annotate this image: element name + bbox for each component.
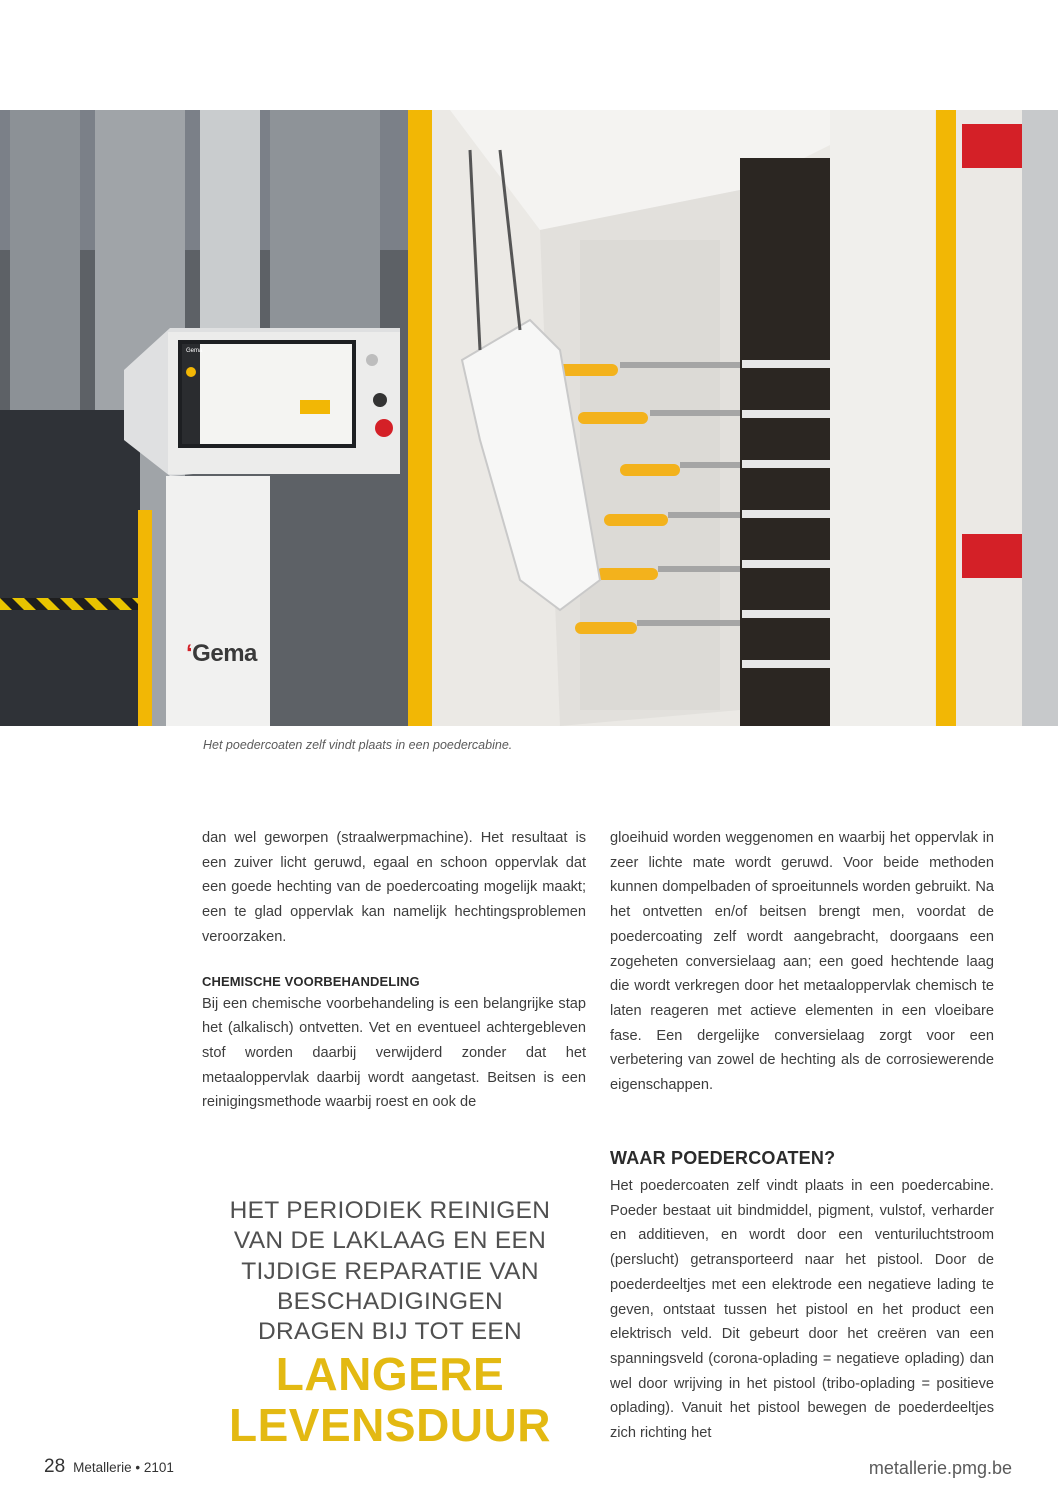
console-screen	[182, 344, 352, 444]
quote-line-2: VAN DE LAKLAAG EN EEN	[233, 1227, 547, 1255]
quote-line-1: HET PERIODIEK REINIGEN	[229, 1197, 551, 1224]
right-column	[610, 826, 994, 1098]
section-heading-waar: WAAR POEDERCOATEN?	[610, 1148, 836, 1168]
red-unit-bottom	[962, 534, 1022, 578]
quote-highlight-2: LEVENSDUUR	[229, 1399, 551, 1452]
screen-brand: Gema	[186, 348, 203, 354]
hazard-tape	[0, 598, 150, 610]
publication-name: Metallerie • 2101	[73, 1460, 174, 1475]
gema-logo: ‘Gema	[186, 640, 257, 667]
yellow-frame-right	[936, 110, 956, 726]
left-paragraph-2: Bij een chemische voorbehandeling is een belangrijke stap het (alkalisch) ontvetten. Vet en eventueel achtergebleven stof worden daarbij verwijderd zonder dat het metaaloppervlak daarbij wordt aangetast. Beitsen is een reinigingsmethode waarbij roest en ook de	[202, 995, 586, 1111]
quote-line-4: BESCHADIGINGEN	[276, 1287, 504, 1315]
gema-logo-mark: ‘	[186, 640, 193, 667]
page-number: 28	[44, 1456, 66, 1477]
subheading-chemische: CHEMISCHE VOORBEHANDELING	[202, 973, 420, 989]
left-column	[202, 826, 586, 1115]
website-link[interactable]: metallerie.pmg.be	[868, 1458, 1012, 1478]
hero-photo	[0, 110, 1058, 726]
quote-line-3: TIJDIGE REPARATIE VAN	[241, 1257, 539, 1285]
right-paragraph-2: Het poedercoaten zelf vindt plaats in een poedercabine. Poeder bestaat uit bindmiddel, pigment, vulstof, verharder en additieven, en wordt door een venturiluchtstroom (perslucht) getransporteerd naar het pistool. Door de poederdeeltjes met een elektrode een negatieve lading te geven, ontstaat tussen het pistool en het product een elektrisch veld. Dit gebeurt door het creëren van een spanningsveld (corona-oplading = negatieve oplading) dan wel door wrijving in het pistool (tribo-oplading = positieve oplading). Vanuit het pistool bewegen de poederdeeltjes zich richting het	[610, 1178, 994, 1442]
pull-quote	[205, 1196, 575, 1451]
left-paragraph-1: dan wel geworpen (straalwerpmachine). Het resultaat is een zuiver licht geruwd, egaal en schoon oppervlak dat een goede hechting van de poedercoating mogelijk maakt; een te glad oppervlak kan namelijk hechtingsproblemen veroorzaken.	[202, 830, 586, 945]
right-paragraph-1: gloeihuid worden weggenomen en waarbij het oppervlak in zeer lichte mate wordt geruwd. Voor beide methoden kunnen dompelbaden of sproeitunnels worden gebruikt. Na het ontvetten en/of beitsen brengt men, voordat de poedercoating zelf wordt aangebracht, doorgaans een zogeheten conversielaag aan; een goed hechtende laag die wordt verkregen door het metaaloppervlak chemisch te laten reageren met actieve elementen in een vloeibare fase. Een dergelijke conversielaag zorgt voor een verbetering van zowel de hechting als de corrosiewerende eigenschappen.	[610, 830, 994, 1094]
yellow-frame-left	[408, 110, 432, 726]
photo-caption: Het poedercoaten zelf vindt plaats in een poedercabine.	[203, 738, 513, 752]
red-unit-top	[962, 124, 1022, 168]
page-folio	[44, 1456, 174, 1478]
quote-line-5: DRAGEN BIJ TOT EEN	[257, 1318, 523, 1346]
right-column-continued	[610, 1174, 994, 1446]
booth-opening	[740, 158, 830, 726]
powder-booth-illustration	[0, 110, 1058, 726]
quote-highlight-1: LANGERE	[275, 1348, 505, 1401]
